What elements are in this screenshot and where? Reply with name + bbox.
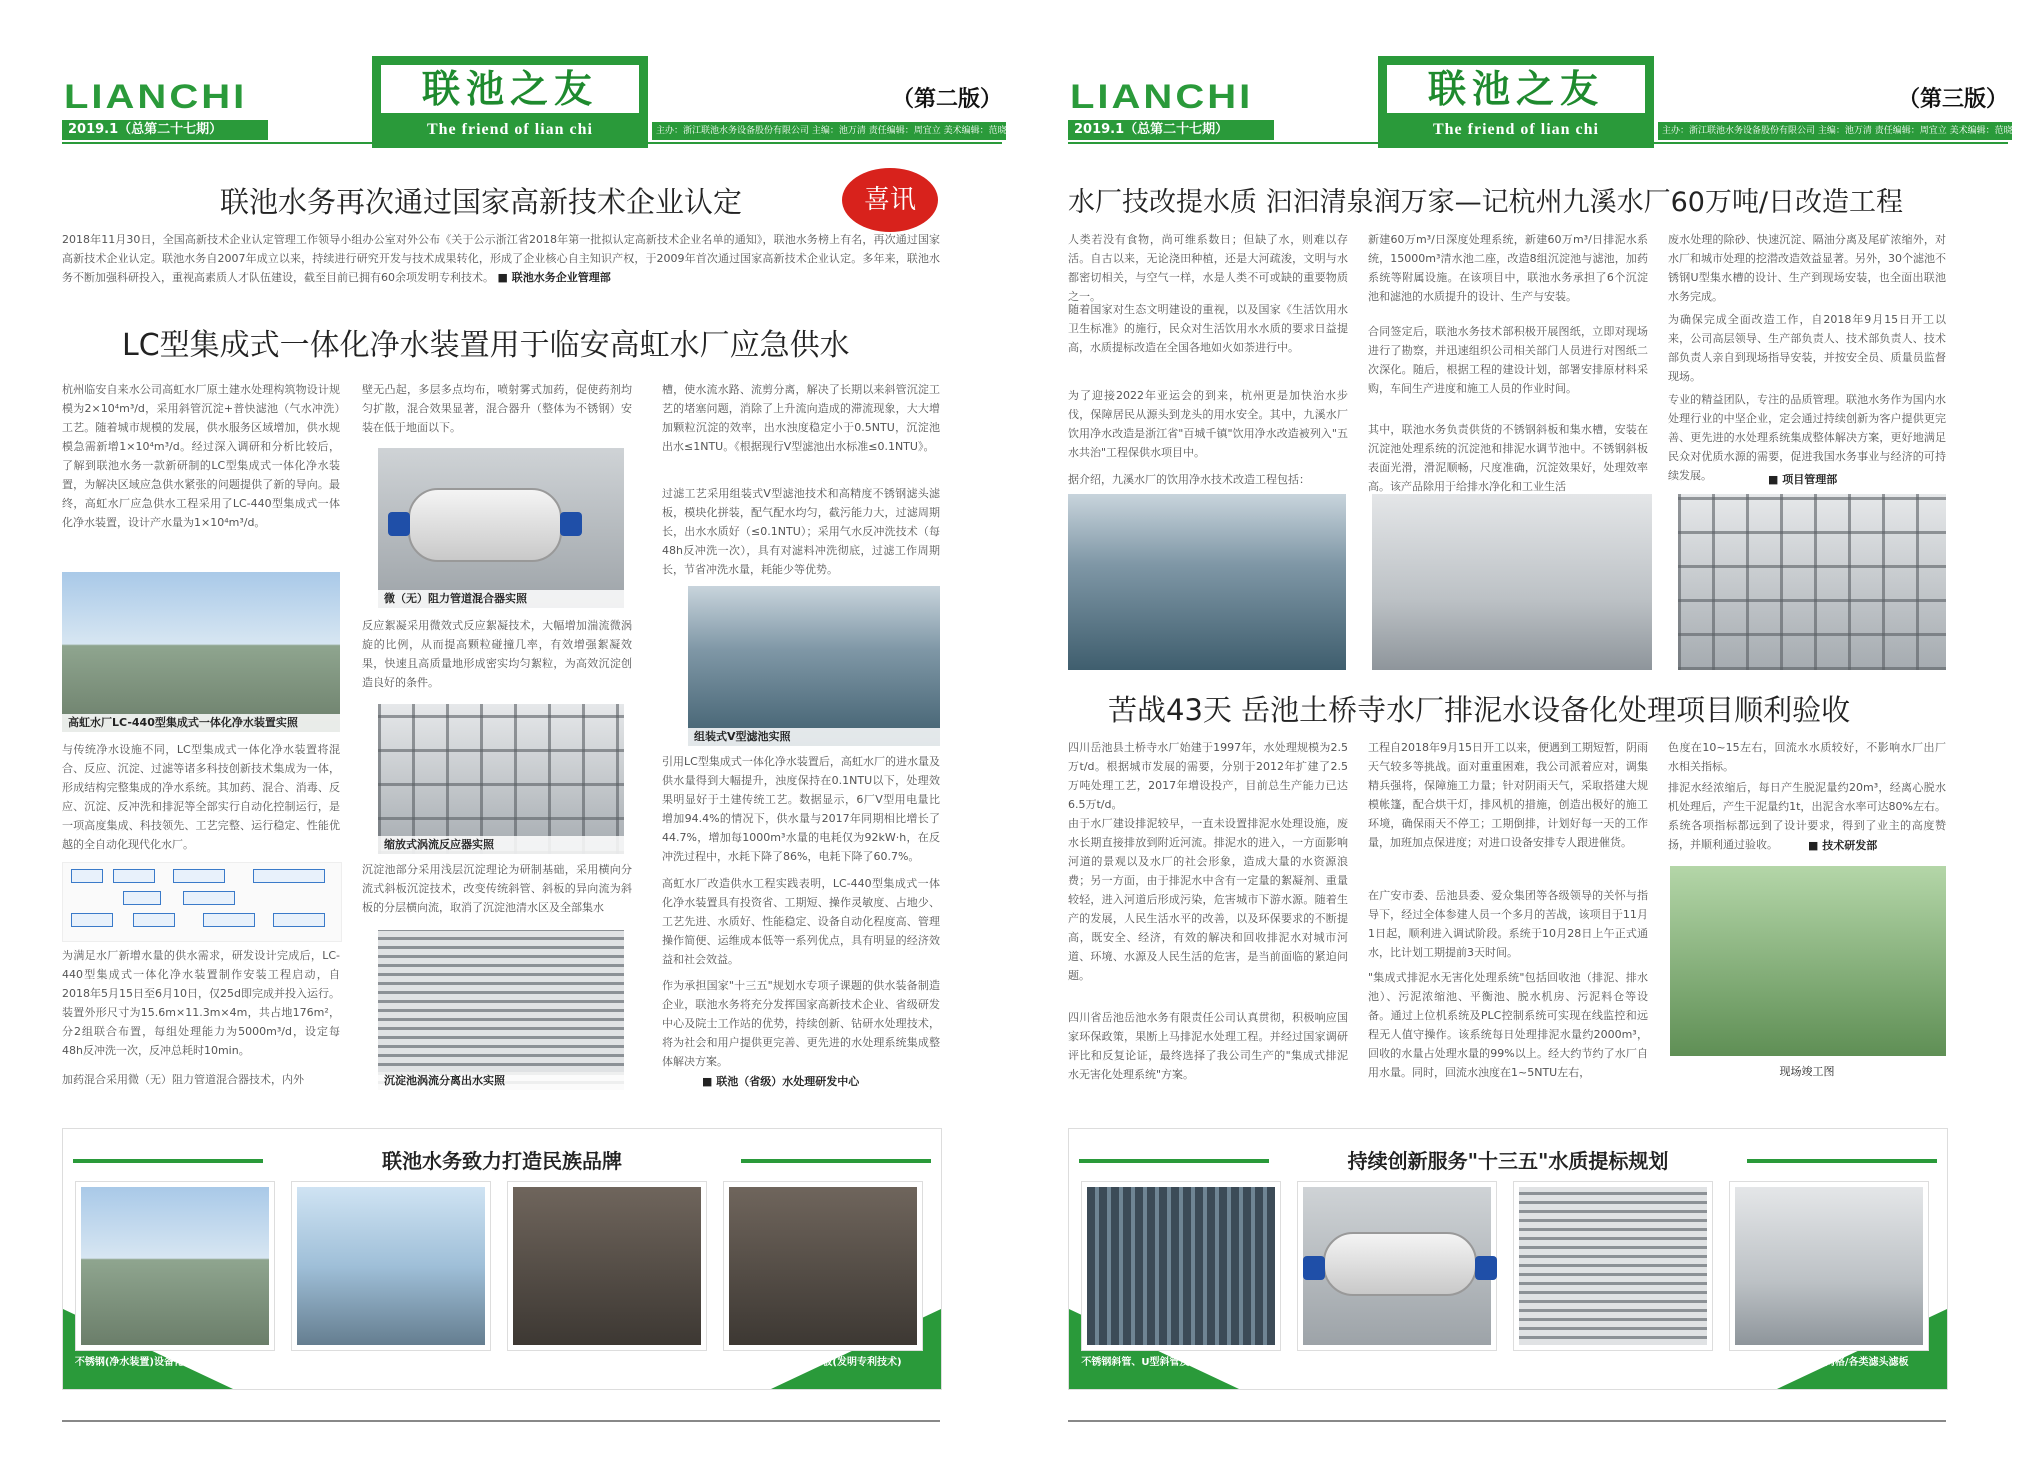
product-caption: 不锈钢斜管、U型斜管及各类斜管(专利技术) — [1081, 1357, 1279, 1368]
article2-col1-a: 四川岳池县土桥寺水厂始建于1997年，水处理规模为2.5万t/d。根据城市发展的需要，分别于2012年扩建了2.5万吨处理工艺，2017年增设投产，目前总生产能力已达6.5万t/d。 — [1068, 741, 1348, 811]
photo-caption: 沉淀池涡流分离出水实照 — [378, 1072, 624, 1090]
article-col2-a: 新建60万m³/日深度处理系统，新建60万m³/日排泥水系统，15000m³清水池二座，改造8组沉淀池与滤池，加药系统等附属设施。在该项目中，联池水务承担了6个沉淀池和滤池的水质提升的设计、生产与安装。 — [1368, 233, 1648, 303]
newsletter-logo — [372, 56, 648, 148]
edition-label: （第二版） — [891, 86, 1002, 112]
photo-caption: 现场竣工图 — [1779, 1065, 1835, 1078]
article-col3-e: 作为承担国家"十三五"规划水专项子课题的供水装备制造企业，联池水务将充分发挥国家高新技术企业、省级研发中心及院士工作站的优势，持续创新、钻研水处理技术，将为社会和用户提供更完善、更先进的水处理系统集成整体解决方案。 — [662, 979, 940, 1068]
process-flow-diagram — [62, 862, 342, 942]
product-thumb — [1297, 1181, 1497, 1351]
product-thumb — [291, 1181, 491, 1351]
article-col1-c: 为满足水厂新增水量的供水需求，研发设计完成后，LC-440型集成式一体化净水装置制作安装工程启动，自2018年5月15日至6月10日，仅25d即完成并投入运行。装置外形尺寸为15.6m×11.3m×4m，共占地176m²，分2组联合布置，每组处理能力为5000m³/d，设定每48h反冲洗一次，反冲总耗时10min。 — [62, 949, 340, 1057]
article-col1-a: 人类若没有食物，尚可维系数日；但缺了水，则难以存活。自古以来，无论浇田种植，还是大河疏浚，文明与水都密切相关，与空气一样，水是人类不可或缺的重要物质之一。 — [1068, 233, 1348, 303]
brand-wordmark: LIANCHI — [64, 78, 248, 116]
article-col3-c: 引用LC型集成式一体化净水装置后，高虹水厂的进水量及供水量得到大幅提升，浊度保持在0.1NTU以下，处理效果明显好于土建传统工艺。数据显示，6厂V型用电量比增加94.4%的情况下，供水量与2017年同期相比增长了44.7%，增加每1000m³水量的电耗仅为92kW·h，在反冲洗过程中，水耗下降了86%，电耗下降了60.7%。 — [662, 755, 940, 863]
pipe-mixer-device — [408, 488, 562, 562]
photo-lc440-device — [62, 572, 340, 732]
masthead-rule — [62, 142, 1002, 144]
article-col2-a: 壁无凸起，多层多点均布，喷射雾式加药，促使药剂均匀扩散，混合效果显著，混合器升（整体为不锈钢）安装在低于地面以下。 — [362, 383, 632, 434]
article-col1-a: 杭州临安自来水公司高虹水厂原土建水处理构筑物设计规模为2×10⁴m³/d，采用斜管沉淀+普快滤池（气水冲洗）工艺。随着城市规模的发展，供水服务区域增加，供水规模急需新增1×10⁴m³/d。经过深入调研和分析比较后，了解到联池水务一款新研制的LC型集成式一体化净水装置，为解决区域应急供水紧张的问题提供了新的导向。最终，高虹水厂应急供水工程采用了LC-440型集成式一体化净水装置，设计产水量为1×10⁴m³/d。 — [62, 383, 340, 529]
article-signature: ■ 联池（省级）水处理研发中心 — [702, 1075, 860, 1088]
logo-subtitle: The friend of lian chi — [426, 121, 593, 138]
brand-showcase-band — [62, 1128, 942, 1390]
photo-caption: 缩放式涡流反应器实照 — [378, 836, 624, 854]
masthead-rule — [1068, 142, 2008, 144]
photo-filter-gallery — [1372, 494, 1652, 670]
article2-col2-b: 在广安市委、岳池县委、爱众集团等各级领导的关怀与指导下，经过全体参建人员一个多月的苦战，该项目于11月1日起，顺利进入调试阶段。系统于10月28日上午正式通水，比计划工期提前3天时间。 — [1368, 889, 1648, 959]
newsletter-logo — [1378, 56, 1654, 148]
edition-label: （第三版） — [1897, 86, 2008, 112]
product-caption: 往复式刮泥机(专利技术)、泵虹双吸吸泥机 — [511, 1357, 701, 1368]
article-col2-c: 沉淀池部分采用浅层沉淀理论为研制基础，采用横向分流式斜板沉淀技术，改变传统斜管、斜板的异向流为斜板的分层横向流，取消了沉淀池清水区及全部集水 — [362, 863, 632, 914]
photo-vortex-reactor — [378, 704, 624, 854]
product-thumb — [75, 1181, 275, 1351]
product-caption: 微(无)阻力管道混合器(发明专利技术) — [1311, 1357, 1481, 1368]
product-thumb — [507, 1181, 707, 1351]
article-col3-b: 过滤工艺采用组装式V型滤池技术和高精度不锈钢滤头滤板，模块化拼装，配气配水均匀，截污能力大，过滤周期长，出水水质好（≤0.1NTU）；采用气水反冲洗技术（每48h反冲洗一次），具有对滤料冲洗彻底，过滤工作周期长，节省冲洗水量，耗能少等优势。 — [662, 487, 940, 576]
article-col2-b: 合同签定后，联池水务技术部积极开展图纸，立即对现场进行了勘察，并迅速组织公司相关部门人员进行对图纸二次深化。随后，根据工程的建设计划，部署安排原材料采购，车间生产进度和施工人员的作业时间。 — [1368, 325, 1648, 395]
article-col3-c: 专业的精益团队，专注的品质管理。联池水务作为国内水处理行业的中坚企业，定会通过持续创新为客户提供更完善、更先进的水处理系统集成整体解决方案，更好地满足民众对优质水源的需要，促进我国水务事业与经济的可持续发展。 — [1668, 393, 1946, 482]
article-col1-b: 随着国家对生态文明建设的重视，以及国家《生活饮用水卫生标准》的施行，民众对生活饮用水水质的要求日益提高，水质提标改造在全国各地如火如荼进行中。 — [1068, 303, 1348, 354]
brand-wordmark: LIANCHI — [1070, 78, 1254, 116]
page-bottom-rule — [62, 1420, 940, 1422]
article2-col1-c: 四川省岳池岳池水务有限责任公司认真贯彻，积极响应国家环保政策，果断上马排泥水处理工程。并经过国家调研评比和反复论证，最终选择了我公司生产的"集成式排泥水无害化处理系统"方案。 — [1068, 1011, 1348, 1081]
product-thumb — [1513, 1181, 1713, 1351]
good-news-badge: 喜讯 — [842, 168, 938, 232]
staff-line: 主办：浙江联池水务设备股份有限公司 主编：池万清 责任编辑：周宜立 美术编辑：范晓静 — [652, 122, 1006, 140]
photo-caption: 组装式V型滤池实照 — [688, 728, 940, 746]
article-col2-b: 反应絮凝采用微效式反应絮凝技术，大幅增加湍流微涡旋的比例，从而提高颗粒碰撞几率，有效增强絮凝效果，快速且高质量地形成密实均匀絮粒，为高效沉淀创造良好的条件。 — [362, 619, 632, 689]
product-caption: 各种滤池不锈钢滤板(发明专利技术) — [742, 1357, 902, 1368]
photo-sedimentation-tank — [378, 930, 624, 1090]
article-col1-c: 为了迎接2022年亚运会的到来，杭州更是加快治水步伐，保障居民从源头到龙头的用水安全。其中，九溪水厂饮用净水改造是浙江省"百城千镇"饮用净水改造被列入"五水共治"工程保供水项目中。 — [1068, 389, 1348, 459]
product-showcase-band — [1068, 1128, 1948, 1390]
photo-pipe-mixer — [378, 448, 624, 608]
headline-lc-device: LC型集成式一体化净水装置用于临安高虹水厂应急供水 — [122, 328, 850, 363]
article-signature: ■ 项目管理部 — [1768, 473, 1838, 486]
band-title: 联池水务致力打造民族品牌 — [382, 1149, 622, 1173]
product-thumb — [1729, 1181, 1929, 1351]
headline-yuechi: 苦战43天 岳池土桥寺水厂排泥水设备化处理项目顺利验收 — [1108, 693, 1851, 727]
headline-jiuxi: 水厂技改提水质 汩汩清泉润万家—记杭州九溪水厂60万吨/日改造工程 — [1068, 187, 1904, 218]
photo-site-completion — [1670, 866, 1946, 1056]
product-thumb — [723, 1181, 923, 1351]
product-caption: 横向分流式高速沉淀斜板(发明专利技术) — [1522, 1357, 1702, 1368]
logo-subtitle: The friend of lian chi — [1432, 121, 1599, 138]
issue-label: 2019.1（总第二十七期） — [62, 120, 268, 140]
article-col1-d: 据介绍，九溪水厂的饮用净水技术改造工程包括： — [1068, 473, 1310, 486]
article-col3-b: 为确保完成全面改造工作，自2018年9月15日开工以来，公司高层领导、生产部负责人、技术部负责人、技术部负责人亲自到现场指导安装，并按安全员、质量员监督现场。 — [1668, 313, 1946, 383]
page-bottom-rule — [1068, 1420, 1946, 1422]
article-col3-a: 废水处理的除砂、快速沉淀、隔油分离及尾矿浓缩外，对水厂和城市处理的挖潜改造效益显著。另外，30个滤池不锈钢U型集水槽的设计、生产到现场安装，也全面出联池水务完成。 — [1668, 233, 1946, 303]
photo-v-filter — [688, 586, 940, 746]
article2-col2-c: "集成式排泥水无害化处理系统"包括回收池（排泥、排水池）、污泥浓缩池、平衡池、脱水机房、污泥料仓等设备。通过上位机系统及PLC控制系统可实现在线监控和远程无人值守操作。该系统每日处理排泥水量约2000m³，回收的水量占处理水量的99%以上。经大约节约了水厂自用水量。同时，回流水浊度在1~5NTU左右， — [1368, 971, 1648, 1079]
article-signature: ■ 联池水务企业管理部 — [497, 271, 611, 284]
photo-caption: 高虹水厂LC-440型集成式一体化净水装置实照 — [62, 714, 340, 732]
article-col1-d: 加药混合采用微（无）阻力管道混合器技术，内外 — [62, 1073, 304, 1086]
article-col3-d: 高虹水厂改造供水工程实践表明，LC-440型集成式一体化净水装置具有投资省、工期短、操作灵敏度、占地少、工艺先进、水质好、性能稳定、设备自动化程度高、管理操作简便、运维成本低等一系列优点，具有明显的经济效益和社会效益。 — [662, 877, 940, 966]
article2-col3-a: 色度在10~15左右，回流水水质较好，不影响水厂出厂水相关指标。 — [1668, 741, 1946, 773]
product-caption: 不锈钢(净水装置)设备化水厂(发明专利技术) — [74, 1357, 274, 1368]
product-caption: 可调式不锈钢集水槽、U型集水槽(专利技术) — [291, 1357, 489, 1368]
page-3 — [1068, 0, 2022, 1474]
photo-u-trough — [1678, 494, 1946, 670]
article2-col2-a: 工程自2018年9月15日开工以来，便遇到工期短暂，阴雨天气较多等挑战。面对重重困难，我公司派着应对，调集精兵强将，保障施工力量；针对阴雨天气，采取搭建大规模帐篷，配合烘干灯，排风机的措施，创造出极好的施工环境，确保雨天不停工；工期倒排，计划好每一天的工作量，加班加点保进度；对进口设备安排专人跟进催货。 — [1368, 741, 1648, 849]
product-caption: 涡流反应器/栅条/网格/各类滤头滤板 — [1747, 1357, 1909, 1368]
staff-line: 主办：浙江联池水务设备股份有限公司 主编：池万清 责任编辑：周宜立 美术编辑：范晓静 — [1658, 122, 2012, 140]
photo-caption: 微（无）阻力管道混合器实照 — [378, 590, 624, 608]
issue-label: 2019.1（总第二十七期） — [1068, 120, 1274, 140]
article-certification: 2018年11月30日，全国高新技术企业认定管理工作领导小组办公室对外公布《关于公示浙江省2018年第一批拟认定高新技术企业名单的通知》，联池水务榜上有名，再次通过国家高新技术企业认定。联池水务自2007年成立以来，持续进行研究开发与技术成果转化，形成了企业核心自主知识产权，于2009年首次通过国家高新技术企业认定。多年来，联池水务不断加强科研投入，重视高素质人才队伍建设，截至目前已拥有60余项发明专利技术。 ■ 联池水务企业管理部 — [62, 233, 940, 284]
logo-title: 联池之友 — [381, 65, 639, 113]
band-title: 持续创新服务"十三五"水质提标规划 — [1347, 1149, 1669, 1173]
article-signature: ■ 技术研发部 — [1808, 839, 1878, 852]
headline-certification: 联池水务再次通过国家高新技术企业认定 — [220, 185, 743, 219]
product-thumb — [1081, 1181, 1281, 1351]
photo-sedimentation-basin — [1068, 494, 1346, 670]
article-col3-a: 槽，使水流水路、流剪分离，解决了长期以来斜管沉淀工艺的堵塞问题，消除了上升流向造成的滞流现象，大大增加颗粒沉淀的效率，出水浊度稳定小于0.5NTU，沉淀池出水≤1NTU。《根据现行V型滤池出水标准≤0.1NTU》。 — [662, 383, 940, 453]
logo-title: 联池之友 — [1387, 65, 1645, 113]
article2-col3-b: 排泥水经浓缩后，每日产生脱泥量约20m³，经离心脱水机处理后，产生干泥量约1t，出泥含水率可达80%左右。系统各项指标都远到了设计要求，得到了业主的高度赞扬，并顺利通过验收。 — [1668, 781, 1946, 851]
page-2 — [62, 0, 1016, 1474]
article-col2-c: 其中，联池水务负责供货的不锈钢斜板和集水槽，安装在沉淀池处理系统的沉淀池和排泥水调节池中。不锈钢斜板表面光滑，滑泥顺畅，尺度准确，沉淀效果好，处理效率高。该产品除用于给排水净化和工业生活 — [1368, 423, 1648, 493]
article-col1-b: 与传统净水设施不同，LC型集成式一体化净水装置将混合、反应、沉淀、过滤等诸多科技创新技术集成为一体，形成结构完整集成的净水系统。其加药、混合、消毒、反应、沉淀、反冲洗和排泥等全部实行自动化控制运行，是一项高度集成、科技领先、工艺完整、运行稳定、性能优越的全自动化现代化水厂。 — [62, 743, 340, 851]
article2-col1-b: 由于水厂建设排泥较早，一直未设置排泥水处理设施，废水长期直接排放到附近河流。排泥水的进入，一方面影响河道的景观以及水厂的社会形象，造成大量的水资源浪费；另一方面，由于排泥水中含有一定量的絮凝剂、重量较轻，进入河道后形成污染，危害城市下游水源。随着生产的发展，人民生活水平的改善，以及环保要求的不断提高，既安全、经济，有效的解决和回收排泥水对城市河道、环境、水源及人民生活的危害，是当前面临的紧迫问题。 — [1068, 817, 1348, 982]
